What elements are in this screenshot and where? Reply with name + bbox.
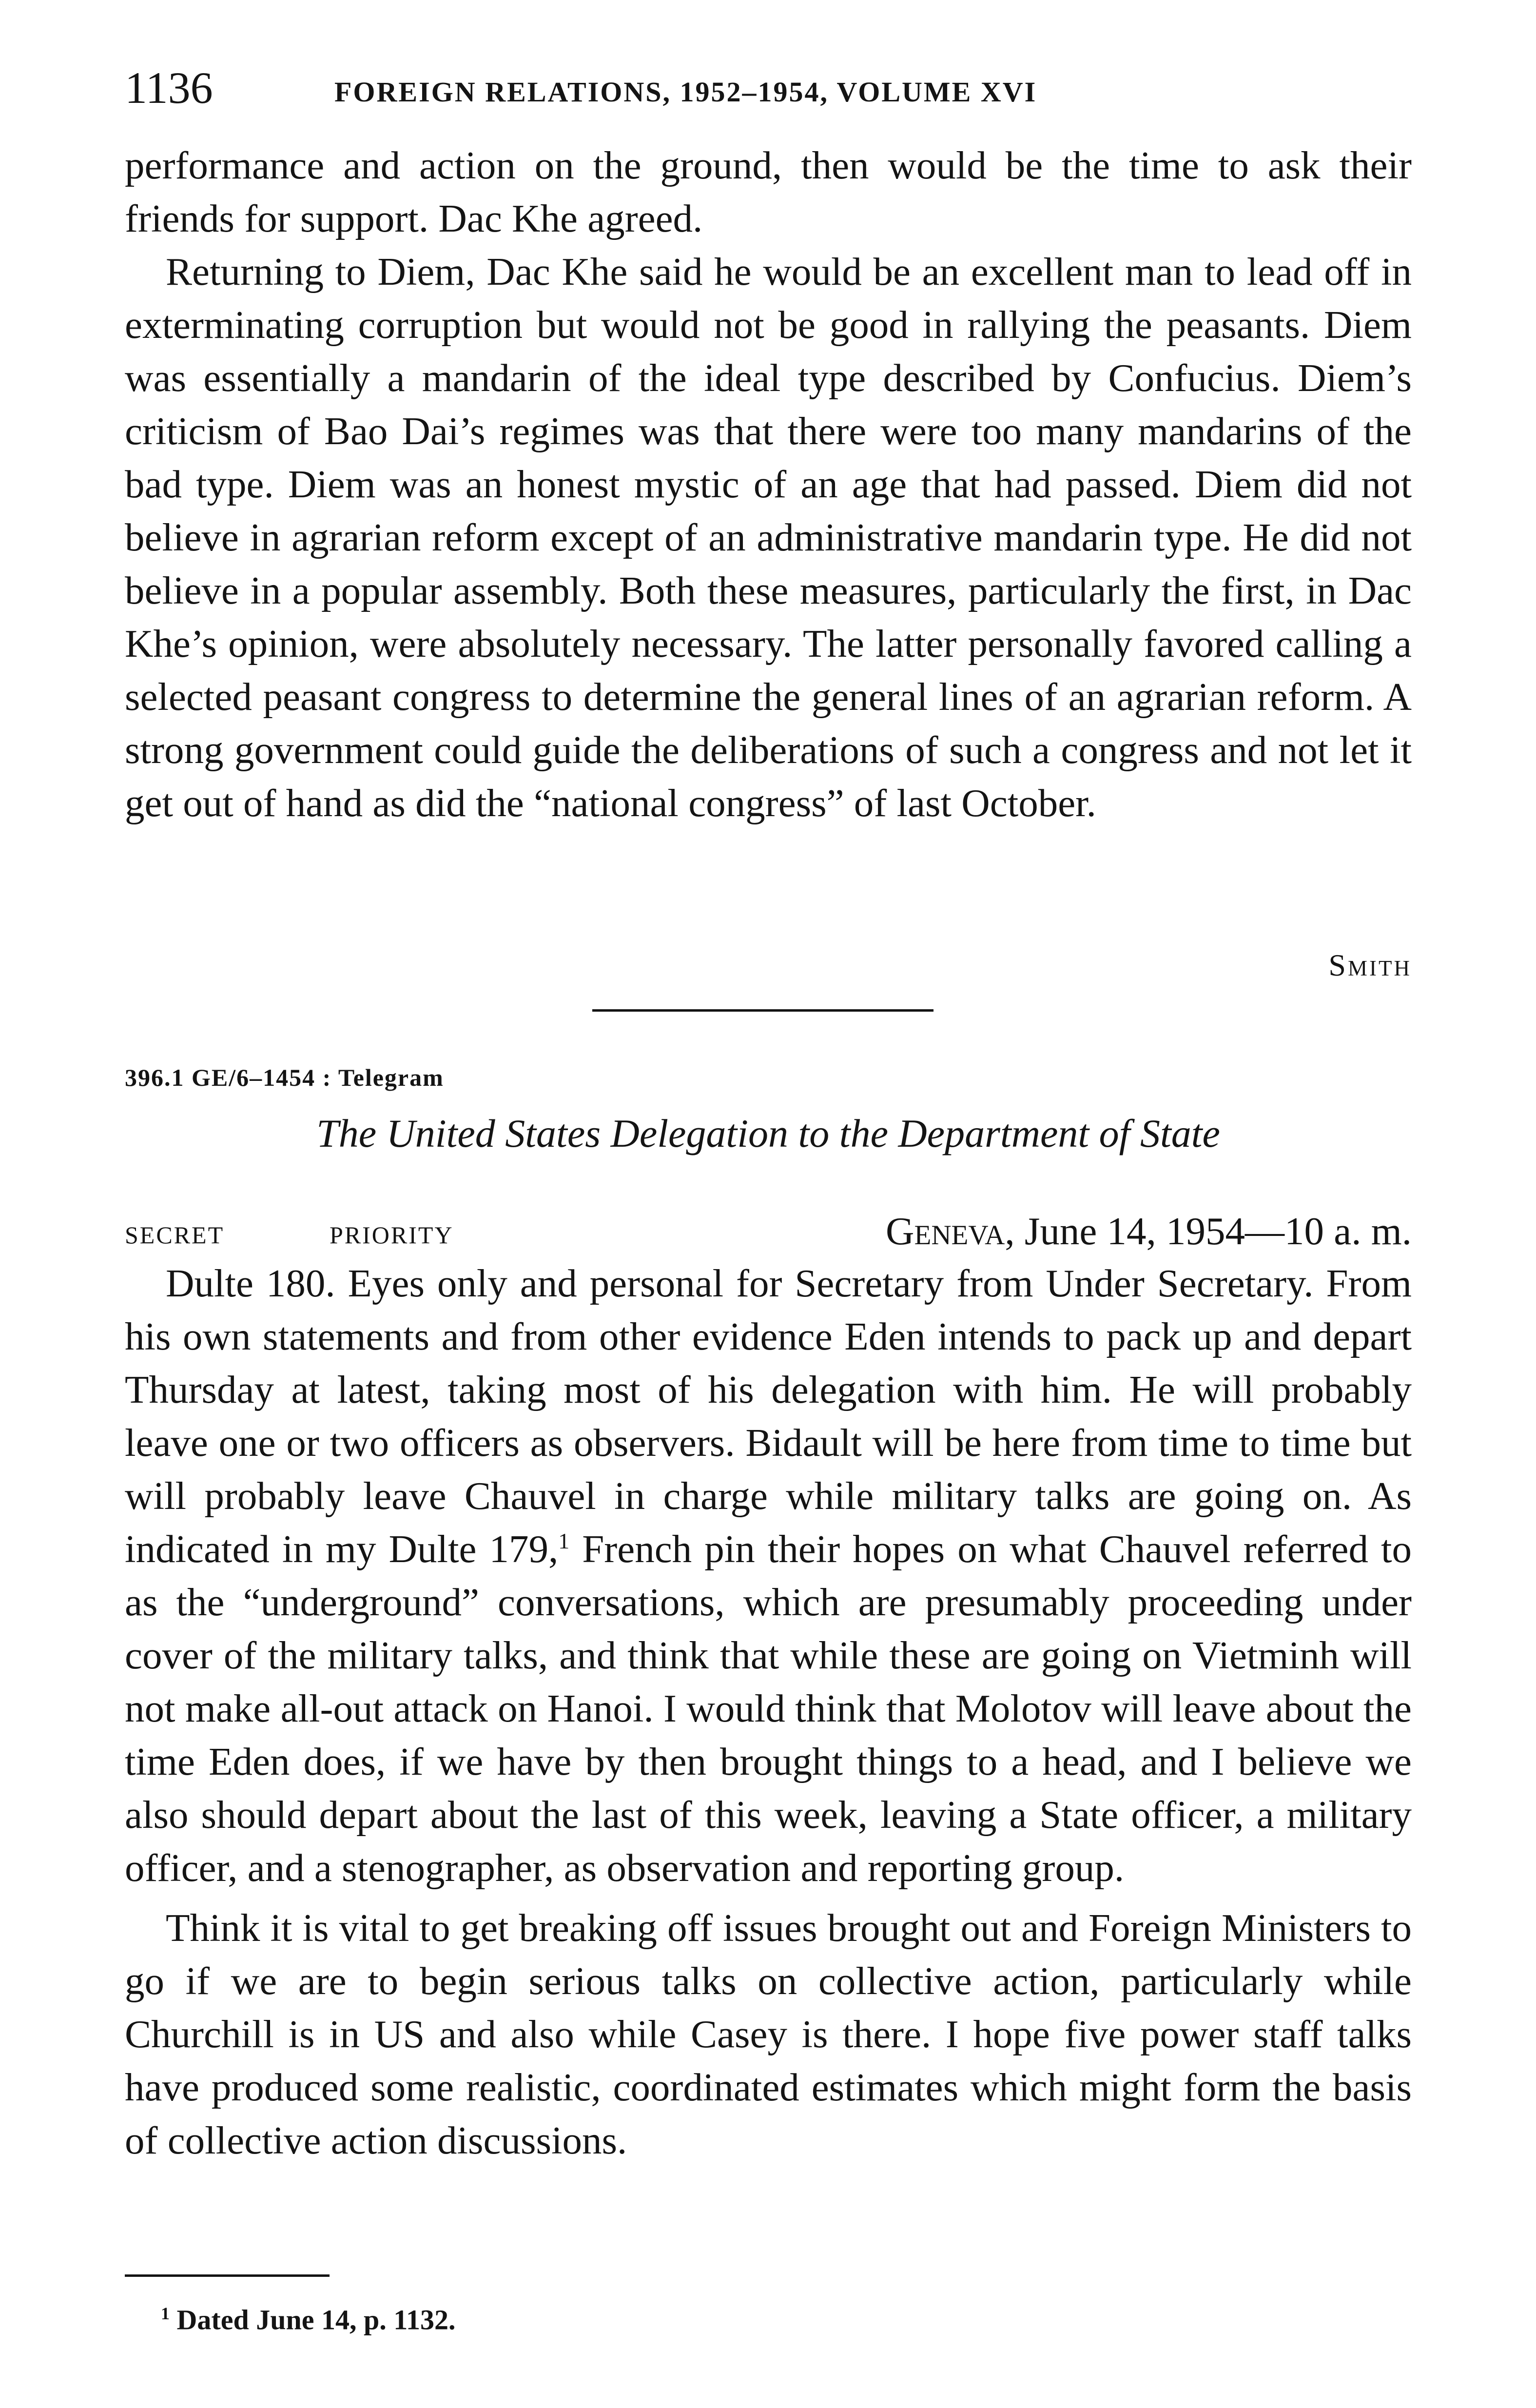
paragraph xyxy=(125,1257,1412,1895)
footnote-divider xyxy=(125,2274,330,2277)
classification-line xyxy=(125,1207,1412,1255)
classification: SECRET xyxy=(125,1221,225,1249)
document-title: The United States Delegation to the Department of State xyxy=(316,1111,1220,1155)
page-number: 1136 xyxy=(125,63,213,113)
running-title: FOREIGN RELATIONS, 1952–1954, VOLUME XVI xyxy=(334,76,1037,108)
paragraph: Think it is vital to get breaking off issues brought out and Foreign Ministers to go if we are to begin serious talks on collective action, particularly while Churchill is in US and also while Casey is there. I hope five power staff talks have produced some realistic, coordinated estimates which might form the basis of collective action discussions. xyxy=(125,1906,1412,2162)
previous-document-text xyxy=(125,139,1412,830)
file-number: 396.1 GE/6–1454 : Telegram xyxy=(125,1064,444,1091)
paragraph: Returning to Diem, Dac Khe said he would be an excellent man to lead off in exterminating corruption but would not be good in rallying the peasants. Diem was essentially a mandarin of the ideal type described by Confucius. Diem’s criticism of Bao Dai’s regimes was that there were too many mandarins of the bad type. Diem was an honest mystic of an age that had passed. Diem did not believe in agrarian reform except of an administrative mandarin type. He did not believe in a popular assembly. Both these measures, particularly the first, in Dac Khe’s opinion, were absolutely necessary. The latter personally favored calling a selected peasant congress to determine the general lines of an agrarian reform. A strong government could guide the deliberations of such a congress and not let it get out of hand as did the “national congress” of last October. xyxy=(125,250,1412,825)
signature: Smith xyxy=(1328,948,1412,982)
date: , June 14, 1954—10 a. m. xyxy=(1005,1209,1412,1253)
footnote xyxy=(161,2287,456,2347)
footnote-marker: 1 xyxy=(161,2304,170,2323)
precedence: PRIORITY xyxy=(330,1221,454,1249)
dateline xyxy=(886,1207,1412,1255)
place: Geneva xyxy=(886,1209,1005,1253)
running-header xyxy=(125,59,1412,117)
section-divider xyxy=(592,1009,933,1012)
paragraph: performance and action on the ground, then would be the time to ask their friends for support. Dac Khe agreed. xyxy=(125,143,1412,240)
paragraph-text: Dulte 180. Eyes only and personal for Secretary from Under Secretary. From his own statements and from other evidence Eden intends to pack up and depart Thursday at latest, taking most of his delegation with him. He will probably leave one or two officers as observers. Bidault will be here from time to time but will probably leave Chauvel in charge while military talks are going on. As indicated in my Dulte 179, xyxy=(125,1261,1412,1571)
telegram-body xyxy=(125,1257,1412,2167)
footnote-reference[interactable]: 1 xyxy=(558,1528,570,1553)
paragraph-text: French pin their hopes on what Chauvel referred to as the “underground” conversations, which are presumably proceeding under cover of the military talks, and think that while these are going on Vietminh will not make all-out attack on Hanoi. I would think that Molotov will leave about the time Eden does, if we have by then brought things to a head, and I believe we also should depart about the last of this week, leaving a State officer, a military officer, and a stenographer, as observation and reporting group. xyxy=(125,1527,1412,1890)
footnote-text: Dated June 14, p. 1132. xyxy=(176,2304,456,2336)
